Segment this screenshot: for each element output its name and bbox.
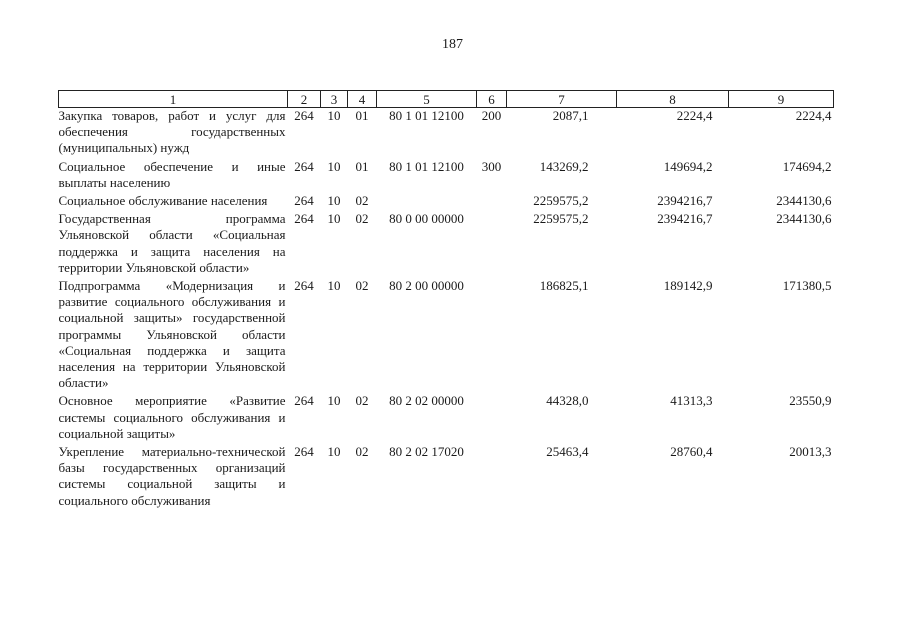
column-header: 2 (288, 91, 321, 108)
row-code-c4: 01 (355, 108, 369, 123)
row-code-c5 (377, 191, 477, 209)
row-code-c6: 200 (481, 108, 502, 123)
column-header: 4 (348, 91, 377, 108)
column-header: 7 (507, 91, 617, 108)
budget-table (58, 90, 834, 509)
row-value-c7: 2259575,2 (533, 211, 589, 227)
row-code-c2: 264 (294, 444, 314, 460)
column-header: 5 (377, 91, 477, 108)
row-code-c4: 02 (355, 193, 369, 209)
table-row (59, 108, 834, 157)
column-header: 6 (477, 91, 507, 108)
row-code-c4: 02 (355, 278, 369, 294)
row-code-c6 (477, 191, 507, 209)
row-code-c2: 264 (294, 108, 314, 123)
table-row (59, 157, 834, 191)
row-code-c5: 80 1 01 12100 (389, 108, 464, 123)
table-header-row (59, 91, 834, 108)
row-code-c3: 10 (327, 278, 341, 294)
row-code-c4: 02 (355, 211, 369, 227)
row-code-c4: 01 (355, 158, 369, 174)
row-value-c8: 149694,2 (663, 158, 713, 174)
row-value-c8: 41313,3 (670, 393, 713, 409)
row-value-c8: 2224,4 (676, 108, 713, 123)
row-name: Государственная программа Ульяновской области «Социальная поддержка и защита населения на территории Ульяновской области» (58, 211, 286, 275)
row-code-c5: 80 2 02 00000 (389, 393, 464, 409)
page-number: 187 (442, 37, 463, 52)
row-value-c8: 28760,4 (670, 444, 713, 460)
row-code-c6 (477, 442, 507, 509)
table-row (59, 442, 834, 509)
row-value-c9: 23550,9 (789, 393, 832, 409)
row-name: Укрепление материально-технической базы государственных организаций системы социальной защиты и социального обслуживания (58, 444, 286, 508)
row-name: Подпрограмма «Модернизация и развитие социального обслуживания и социальной защиты» государственной программы Ульяновской области «Социальная поддержка и защита населения на территории Ульяновской области» (58, 278, 286, 391)
row-code-c2: 264 (294, 278, 314, 294)
row-code-c2: 264 (294, 393, 314, 409)
row-value-c7: 186825,1 (539, 278, 589, 294)
table-row (59, 276, 834, 391)
table-row (59, 209, 834, 276)
row-value-c9: 174694,2 (782, 158, 832, 174)
row-value-c7: 44328,0 (546, 393, 589, 409)
column-header: 9 (729, 91, 834, 108)
table-row (59, 391, 834, 442)
row-value-c7: 2259575,2 (533, 193, 589, 209)
row-value-c9: 20013,3 (789, 444, 832, 460)
row-code-c3: 10 (327, 108, 341, 123)
row-code-c5: 80 1 01 12100 (389, 158, 464, 174)
column-header: 3 (321, 91, 348, 108)
row-code-c4: 02 (355, 444, 369, 460)
row-name: Основное мероприятие «Развитие системы социального обслуживания и социальной защиты» (58, 393, 286, 441)
row-code-c6 (477, 276, 507, 391)
row-code-c6 (477, 391, 507, 442)
row-code-c2: 264 (294, 158, 314, 174)
row-code-c5: 80 2 00 00000 (389, 278, 464, 294)
row-value-c7: 2087,1 (552, 108, 589, 123)
row-code-c2: 264 (294, 193, 314, 209)
row-value-c9: 2344130,6 (776, 211, 832, 227)
row-code-c3: 10 (327, 211, 341, 227)
table-row (59, 191, 834, 209)
row-value-c9: 2224,4 (795, 108, 832, 123)
row-value-c8: 189142,9 (663, 278, 713, 294)
column-header: 8 (617, 91, 729, 108)
row-code-c3: 10 (327, 158, 341, 174)
row-name: Закупка товаров, работ и услуг для обеспечения государственных (муниципальных) нужд (58, 108, 286, 156)
column-header: 1 (59, 91, 288, 108)
row-value-c9: 2344130,6 (776, 193, 832, 209)
row-value-c8: 2394216,7 (657, 211, 713, 227)
row-code-c3: 10 (327, 393, 341, 409)
row-value-c7: 143269,2 (539, 158, 589, 174)
row-name: Социальное обеспечение и иные выплаты населению (58, 158, 286, 190)
row-code-c4: 02 (355, 393, 369, 409)
row-code-c3: 10 (327, 193, 341, 209)
row-name: Социальное обслуживание населения (58, 193, 268, 209)
row-code-c5: 80 0 00 00000 (389, 211, 464, 227)
row-value-c7: 25463,4 (546, 444, 589, 460)
row-code-c2: 264 (294, 211, 314, 227)
row-code-c5: 80 2 02 17020 (389, 444, 464, 460)
row-value-c8: 2394216,7 (657, 193, 713, 209)
row-value-c9: 171380,5 (782, 278, 832, 294)
row-code-c6 (477, 209, 507, 276)
row-code-c3: 10 (327, 444, 341, 460)
row-code-c6: 300 (481, 158, 502, 174)
